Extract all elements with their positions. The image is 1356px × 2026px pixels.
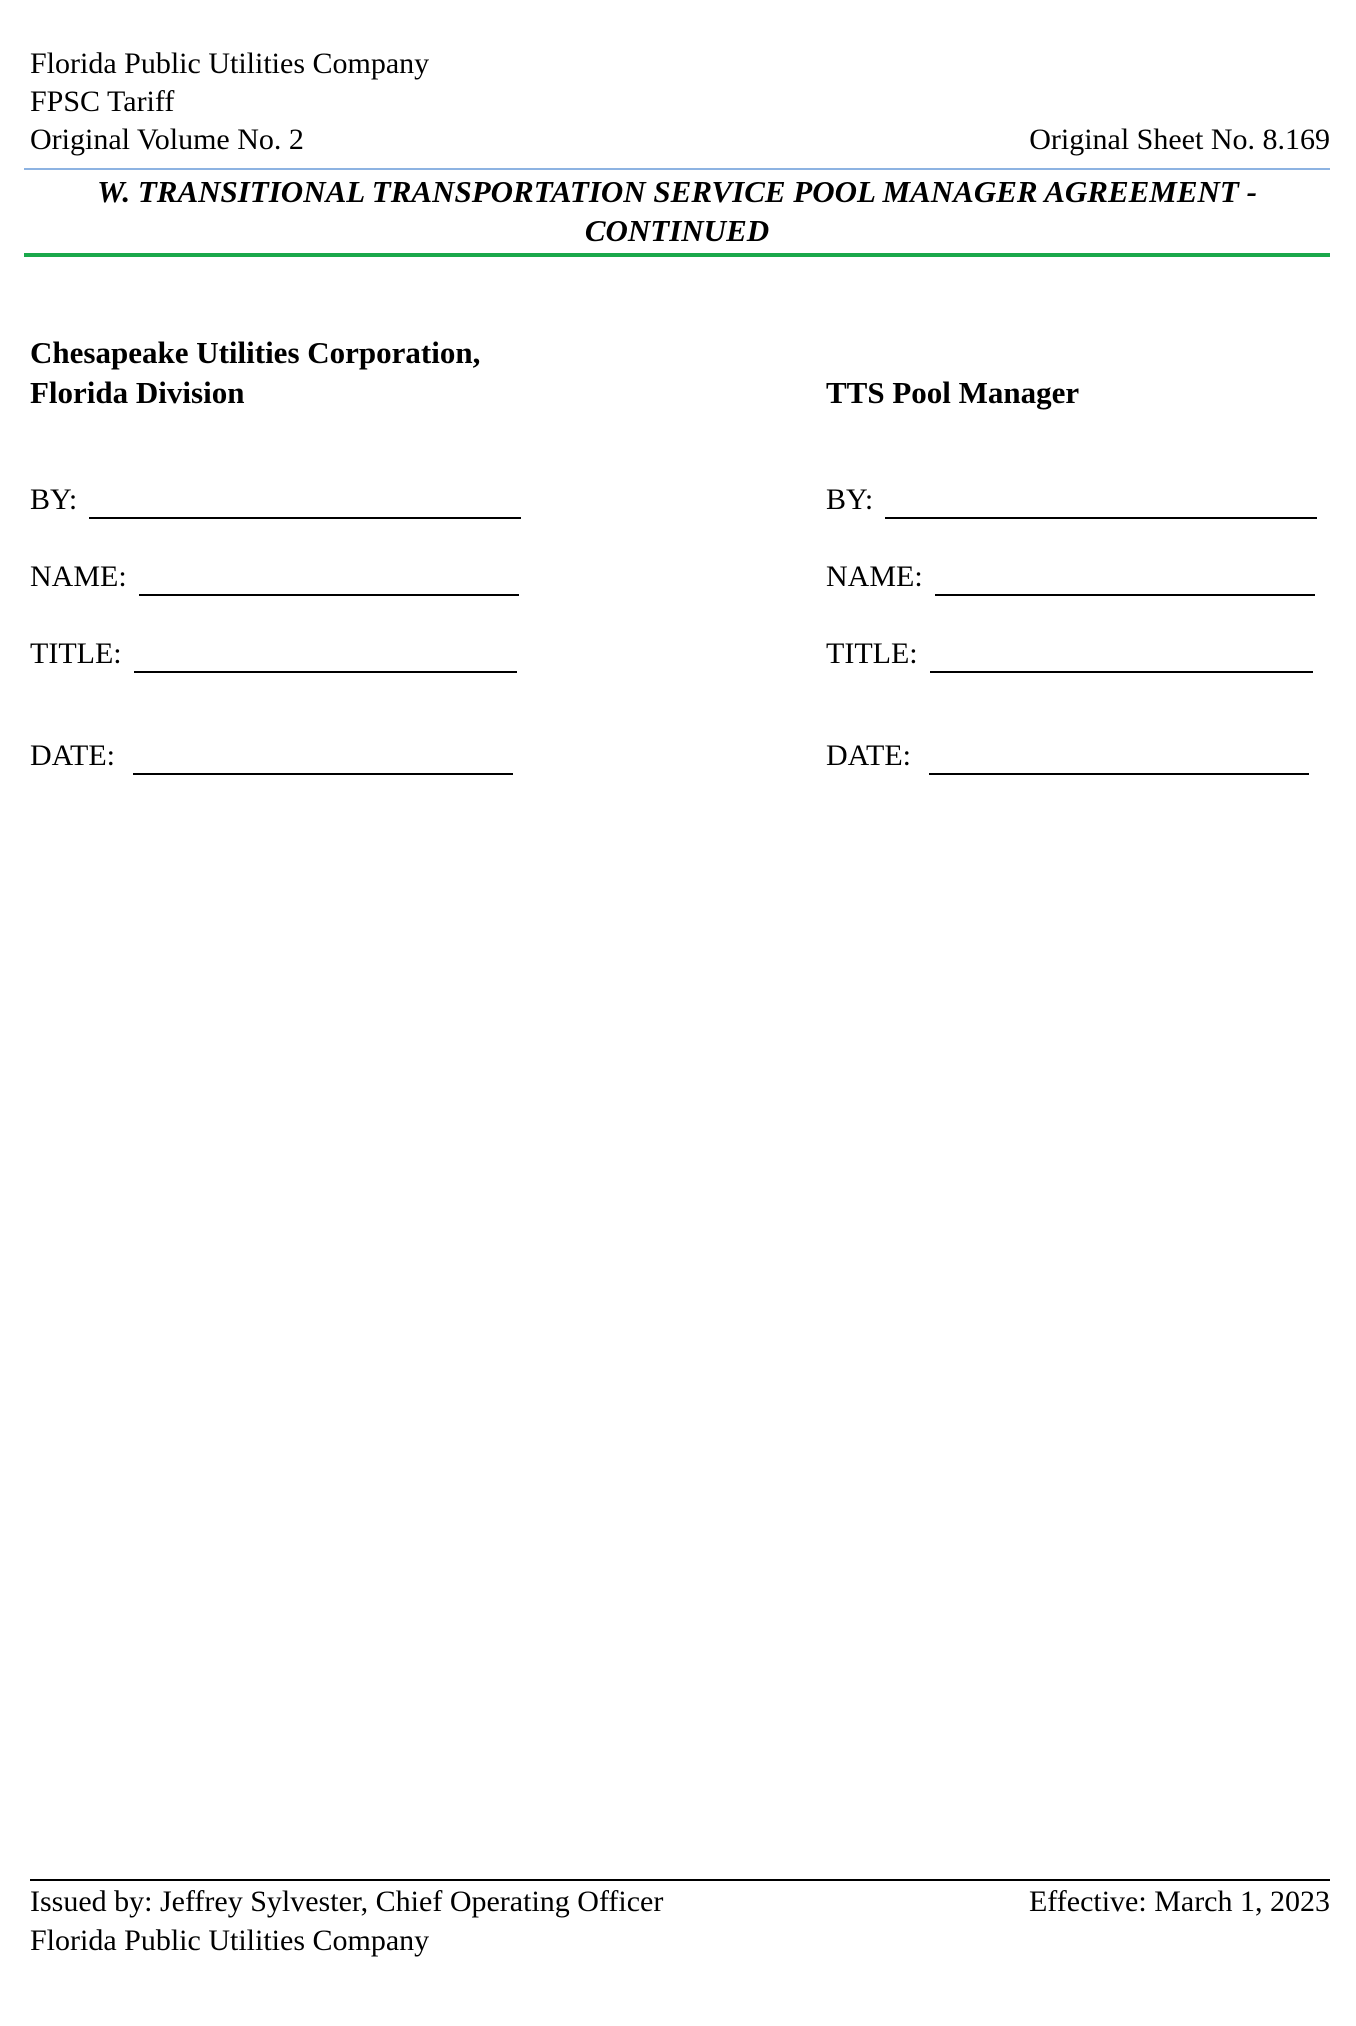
right-by-row: [826, 481, 1317, 519]
right-title-row: [826, 635, 1313, 673]
left-title-label: TITLE:: [30, 637, 122, 670]
right-by-label: BY:: [826, 483, 874, 516]
left-party-line1: Chesapeake Utilities Corporation,: [30, 335, 481, 370]
left-by-row: [30, 481, 521, 519]
right-name-row: [826, 558, 1315, 596]
left-name-row: [30, 558, 519, 596]
header-volume: Original Volume No. 2: [30, 123, 304, 156]
right-name-label: NAME:: [826, 560, 923, 593]
header-tariff: FPSC Tariff: [30, 85, 175, 118]
right-date-signature-line[interactable]: [929, 741, 1309, 775]
left-title-row: [30, 635, 517, 673]
footer-divider: [30, 1879, 1330, 1881]
right-title-signature-line[interactable]: [930, 639, 1313, 673]
right-title-label: TITLE:: [826, 637, 918, 670]
right-party-name: TTS Pool Manager: [826, 375, 1080, 410]
left-date-row: [30, 737, 513, 775]
left-name-label: NAME:: [30, 560, 127, 593]
title-divider: [24, 253, 1330, 257]
header-divider: [24, 168, 1330, 170]
footer-company: Florida Public Utilities Company: [30, 1924, 430, 1957]
left-title-signature-line[interactable]: [134, 639, 517, 673]
right-date-label: DATE:: [826, 739, 911, 772]
right-name-signature-line[interactable]: [935, 562, 1315, 596]
left-by-signature-line[interactable]: [89, 485, 521, 519]
left-date-label: DATE:: [30, 739, 115, 772]
footer-effective-date: Effective: March 1, 2023: [1028, 1885, 1330, 1918]
section-title: W. TRANSITIONAL TRANSPORTATION SERVICE POOL MANAGER AGREEMENT - CONTINUED: [97, 174, 1257, 248]
left-party-line2: Florida Division: [30, 375, 245, 410]
left-date-signature-line[interactable]: [133, 741, 513, 775]
header-sheet-number: Original Sheet No. 8.169: [1029, 123, 1330, 156]
left-by-label: BY:: [30, 483, 78, 516]
left-name-signature-line[interactable]: [139, 562, 519, 596]
header-company: Florida Public Utilities Company: [30, 47, 430, 80]
footer-issued-by: Issued by: Jeffrey Sylvester, Chief Operating Officer: [30, 1885, 664, 1918]
right-date-row: [826, 737, 1309, 775]
right-by-signature-line[interactable]: [885, 485, 1317, 519]
